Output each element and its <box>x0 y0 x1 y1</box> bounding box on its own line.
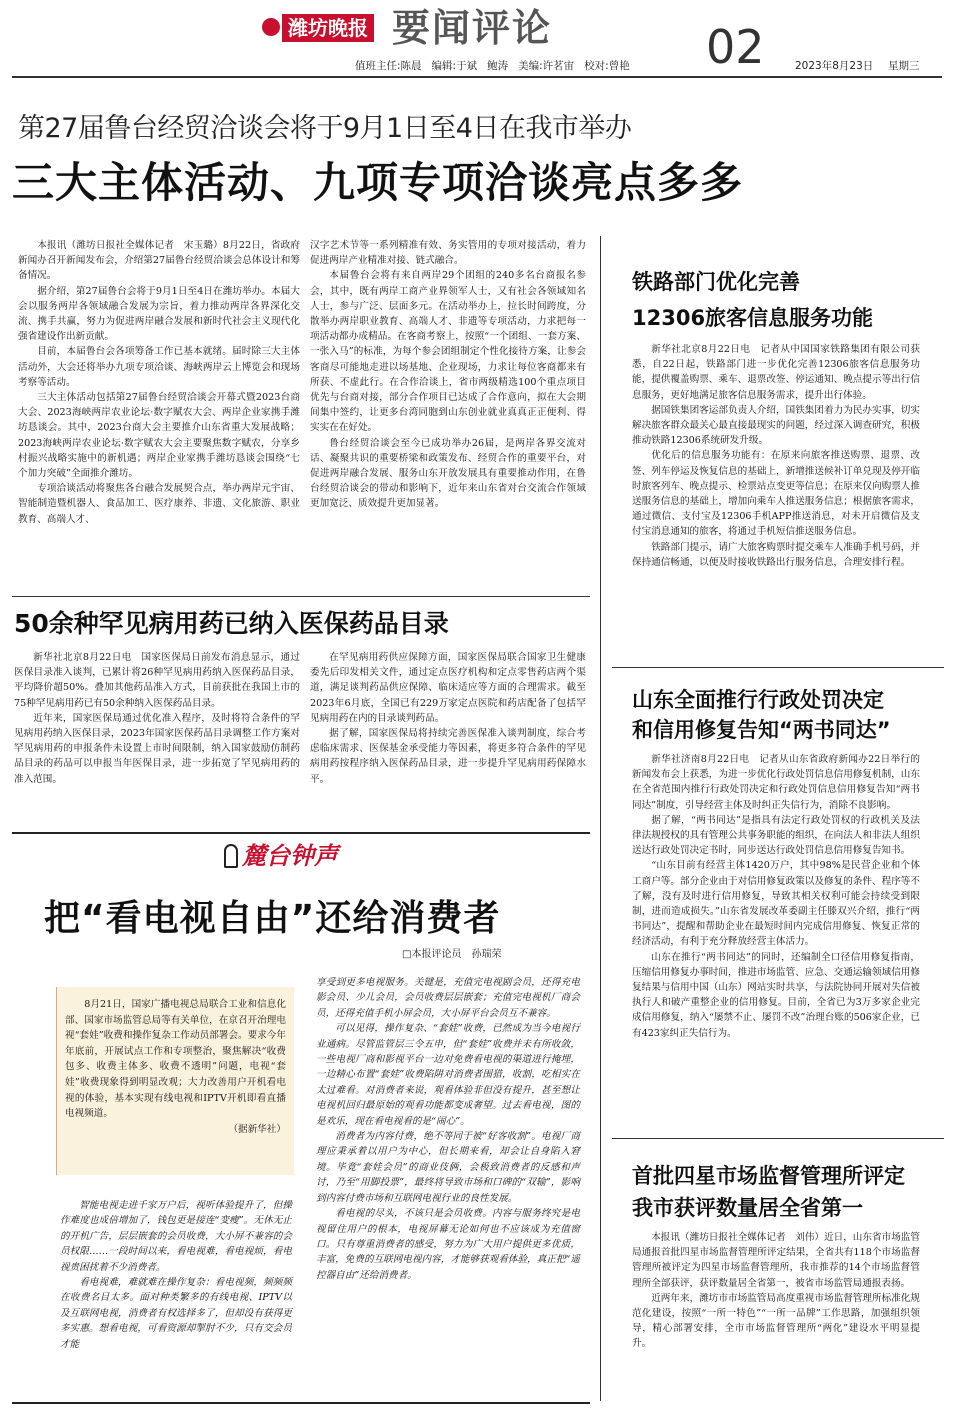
lead-kicker: 第27届鲁台经贸洽谈会将于9月1日至4日在我市举办 <box>18 113 632 144</box>
penalty-headline-line-1: 山东全面推行行政处罚决定 <box>632 688 884 712</box>
paragraph: 享受到更多电视服务。关键是，充值完电视剧会员，还得充电影会员、少儿会员，会员收费层层嵌套；充值完电视机厂商会员，还得充值手机小屏会员，大小屏平台会员互不兼容。 <box>316 977 580 1019</box>
column-badge <box>210 840 390 874</box>
paragraph: 消费者为内容付费，绝不等同于被“好客收割”。电视厂商理应秉承着以用户为中心，但长期来看，却会让自身陷入窘境。毕竟“套娃会员”的商业伎俩，会极致消费者的反感和声讨，乃至“用脚投票”，最终将导致市场和口碑的“双输”，影响到内容付费市场和互联网电视行业的良性发展。 <box>316 1131 580 1204</box>
paragraph: 铁路部门提示，请广大旅客购票时提交乘车人准确手机号码，并保持通信畅通，以便及时接收铁路出行服务信息，合理安排行程。 <box>632 541 920 568</box>
market-body <box>632 1230 920 1352</box>
penalty-headline-line-2: 和信用修复告知“两书同达” <box>632 718 891 742</box>
market-headline-line-2: 我市获评数量居全省第一 <box>632 1196 863 1220</box>
paragraph: 新华社北京8月22日电 记者从中国国家铁路集团有限公司获悉，自22日起，铁路部门进一步优化完善12306旅客信息服务功能，提供覆盖购票、乘车、退票改签、停运通知、晚点提示等出行信息服务，更好地满足旅客信息服务需求，提升出行体验。 <box>632 344 920 401</box>
page-number: 02 <box>706 20 765 74</box>
logo: 潍坊晚报 <box>282 14 374 42</box>
paragraph: 据国铁集团客运部负责人介绍，国铁集团着力为民办实事，切实解决旅客群众最关心最直接最现实的问题，经过深入调查研究，积极推动铁路12306系统研发升级。 <box>632 404 920 447</box>
paragraph: 鲁台经贸洽谈会至今已成功举办26届，是两岸各界交流对话、凝聚共识的重要桥梁和政策发布、经贸合作的重要平台，对促进两岸融合发展、服务山东开放发展具有重要推动作用，在鲁台经贸洽谈会的带动和影响下，近年来山东省对台交流合作领域更加宽泛、质效提升更加显著。 <box>310 437 586 510</box>
frame-rule-top <box>12 832 590 834</box>
paragraph: 目前，本届鲁台会各项筹备工作已基本就绪。届时除三大主体活动外，大会还将举办九项专项洽谈、海峡两岸云上博览会和现场考察等活动。 <box>18 346 300 388</box>
paragraph: 三大主体活动包括第27届鲁台经贸洽谈会开幕式暨2023台商大会、2023海峡两岸农业论坛·数字赋农大会、两岸企业家携手潍坊恳谈会。其中，2023台商大会主要推介山东省重大发展战略；2023海峡两岸农业论坛·数字赋农大会主要聚焦数字赋农，分享乡村振兴战略实施中的新机遇；两岸企业家携手潍坊恳谈会围绕“七个加力突破”全面推介潍坊。 <box>18 392 300 480</box>
paragraph: 汉字艺术节等一系列精准有效、务实管用的专项对接活动，着力促进两岸产业精准对接、链式融合。 <box>310 240 586 267</box>
penalty-body <box>632 752 920 1041</box>
paragraph: 智能电视走进千家万户后，视听体验提升了，但操作难度也成倍增加了，钱包更是接连“变瘦”。无休无止的开机广告，层层嵌套的会员收费，大小屏不兼容的会员权限……一段时间以来，看电视难，看电视烦，看电视贵困扰着不少消费者。 <box>60 1200 292 1273</box>
section-divider <box>12 596 590 597</box>
drugs-column-2 <box>310 650 586 787</box>
paragraph: “山东目前有经营主体1420万户，其中98%是民营企业和个体工商户等。部分企业由于对信用修复政策以及修复的条件、程序等不了解，没有及时进行信用修复，导致其相关权利可能会持续受到限制，进而造成损失。”山东省发展改革委副主任滕双兴介绍，推行“两书同达”，提醒和帮助企业在最短时间内完成信用修复、恢复正常的经济活动，有利于充分释放经营主体活力。 <box>632 860 920 948</box>
paragraph: 山东在推行“两书同达”的同时，还编制全口径信用修复指南，压缩信用修复办事时间，推进市场监管、应急、交通运输领域信用修复结果与信用中国（山东）网站实时共享，与法院协同开展对失信被执行人和破产重整企业的信用修复。目前，全省已为3万多家企业完成信用修复，纳入“屡禁不止、屡罚不改”治理台账的506家企业，已有423家纠正失信行为。 <box>632 951 920 1039</box>
railway-headline-line-1: 铁路部门优化完善 <box>632 270 800 294</box>
lead-column-1 <box>18 238 300 527</box>
issue-weekday: 星期三 <box>888 60 920 72</box>
paragraph: 看电视难，难就难在操作复杂：看电视频，频频频在收费名目太多。面对种类繁多的有线电视、IPTV以及互联网电视，消费者有权选择多了，但却没有获得更多实惠。想看电视，可看资源却掣肘不少，只有交会员才能 <box>60 1277 292 1350</box>
issue-date: 2023年8月23日 <box>795 60 874 72</box>
paragraph: 本报讯（潍坊日报社全媒体记者 刘伟）近日，山东省市场监管局通报首批四星市场监督管理所评定结果，全省共有118个市场监督管理所被评定为四星市场监督管理所，我市推荐的14个市场监督管理所全部获评，获评数量居全省第一，被省市场监管局通报表扬。 <box>632 1232 920 1289</box>
section-divider <box>612 1138 944 1139</box>
paragraph: 近两年来，潍坊市市场监管局高度重视市场监督管理所标准化规范化建设，按照“一所一特色”“一所一品牌”工作思路，加强组织领导，精心部署安排，全市市场监督管理所“两化”建设水平明显提升。 <box>632 1292 920 1350</box>
column-badge-label: 麓台钟声 <box>242 841 338 870</box>
frame-rule-bottom <box>12 1402 590 1404</box>
masthead-rule <box>12 76 942 78</box>
column-divider <box>600 236 601 1401</box>
paragraph: 近年来，国家医保局通过优化准入程序，及时将符合条件的罕见病用药纳入医保目录，2023年国家医保药品目录调整工作方案对罕见病用药的申报条件未设置上市时间限制，纳入国家鼓励仿制药品目录的药品可以申报当年医保目录，进一步拓宽了罕见病用药的准入范围。 <box>14 712 300 785</box>
railway-headline-line-2: 12306旅客信息服务功能 <box>632 306 874 330</box>
column-summary-box <box>56 987 294 1175</box>
column-summary: 8月21日，国家广播电视总局联合工业和信息化部、国家市场监管总局等有关单位，在京召开治理电视“套娃”收费和操作复杂工作动员部署会。要求今年年底前，开展试点工作和专项整治，聚焦解决“收费包多、收费主体多、收费不透明”问题，电视“套娃”收费现象得到明显改观；大力改善用户开机看电视的体验，基本实现有线电视和IPTV开机即看直播电视频道。 <box>65 999 286 1120</box>
column-summary-source: （据新华社） <box>228 1123 286 1135</box>
railway-body <box>632 342 920 570</box>
drugs-column-1 <box>14 650 300 787</box>
column-byline: □本报评论员 孙瑞荣 <box>402 949 502 960</box>
paragraph: 看电视的尽头，不该只是会员收费。内容与服务终究是电视留住用户的根本，电视屏幕无论如何也不应该成为充值窗口。只有尊重消费者的感受，努力为广大用户提供更多优质，丰富，免费的互联网电视内容，才能够获观看体验，真正把“遥控器自由”还给消费者。 <box>316 1208 580 1281</box>
paragraph: 本届鲁台会将有来自两岸29个团组的240多名台商报名参会，其中，既有两岸工商产业界领军人士，又有社会各领域知名人士，参与广泛、层面多元。在活动举办上，拉长时间跨度，分散举办两岸职业教育、高端人才、非遗等专项活动，力求把每一项活动都办成精品。在客商考察上，按照“一个团组、一套方案、一张入马”的标准，为每个参会团组制定个性化接待方案，让参会客商尽可能地走进以场基地、企业现场，力求让每位客商都来有所获、不虚此行。在合作洽谈上，省市两级精选100个重点项目优先与台商对接，部分合作项目已达成了合作意向，拟在大会期间集中签约，让更多台湾同胞到山东创业就业真真正正便利、得实实在在好处。 <box>310 270 586 434</box>
paragraph: 优化后的信息服务功能有：在原来向旅客推送购票、退票、改签、列车停运及恢复信息的基础上，新增推送候补订单兑现及停开临时旅客列车、晚点提示、检票站点变更等信息；在原来仅向购票人推送服务信息的基础上，增加向乘车人推送服务信息；根据旅客需求，通过微信、支付宝及12306手机APP推送消息，对未开启微信及支付宝消息通知的旅客，将通过手机短信推送服务信息。 <box>632 450 920 538</box>
masthead <box>0 0 955 80</box>
logo-icon <box>262 18 280 36</box>
paragraph: 新华社济南8月22日电 记者从山东省政府新闻办22日举行的新闻发布会上获悉，为进一步优化行政处罚信息信用修复机制，山东在全省范围内推行行政处罚决定和行政处罚信息信用修复告知“两书同达”制度，引导经营主体及时纠正失信行为，消除不良影响。 <box>632 754 920 811</box>
paragraph: 可以见得，操作复杂、“套娃”收费，已然成为当今电视行业通病。尽管监管层三令五申，但“套娃”收费并未有所收敛，一些电视厂商和影视平台一边对免费看电视的渠道进行掩埋，一边精心布置“套娃”收费陷阱对消费者围猎，收割，吃相实在太过难看。对消费者来说，观看体验非但没有提升，甚至想让电视机回归最原始的观看功能都变成奢望。过去看电视，图的是欢乐，现在看电视看的是“闹心”。 <box>316 1023 580 1127</box>
editors-line: 值班主任:陈晨 编辑:于斌 鲍涛 美编:许茗宙 校对:曾艳 <box>355 60 630 72</box>
column-body-1 <box>60 1198 292 1352</box>
drugs-headline: 50余种罕见病用药已纳入医保药品目录 <box>14 609 449 638</box>
bell-icon <box>224 844 238 868</box>
market-headline-line-1: 首批四星市场监督管理所评定 <box>632 1164 905 1188</box>
paragraph: 新华社北京8月22日电 国家医保局日前发布消息显示，通过医保目录准入谈判，已累计将26种罕见病用药纳入医保药品目录，平均降价超50%。叠加其他药品准入方式，目前获批在我国上市的75种罕见病用药已有50余种纳入医保药品目录。 <box>14 652 300 709</box>
section-divider <box>612 667 944 668</box>
section-title: 要闻评论 <box>392 5 553 50</box>
paragraph: 在罕见病用药供应保障方面，国家医保局联合国家卫生健康委先后印发相关文件，通过定点医疗机构和定点零售药店两个渠道，满足谈判药品供应保障、临床适应等方面的合理需求。截至2023年6月底，全国已有229万家定点医院和药店配备了包括罕见病用药在内的目录谈判药品。 <box>310 652 586 724</box>
paragraph: 专项洽谈活动将聚焦各台融合发展契合点，举办两岸元宇宙、智能制造暨机器人、食品加工、医疗康养、非遗、文化旅游、职业教育、高端人才、 <box>18 483 300 525</box>
lead-column-2 <box>310 238 586 512</box>
paragraph: 据了解，“两书同达”是指具有法定行政处罚权的行政机关及法律法规授权的具有管理公共事务职能的组织，在向法人和非法人组织送达行政处罚决定书时，同步送达行政处罚信息信用修复告知书。 <box>632 814 920 857</box>
lead-headline: 三大主体活动、九项专项洽谈亮点多多 <box>12 158 744 207</box>
paragraph: 据介绍，第27届鲁台会将于9月1日至4日在潍坊举办。本届大会以服务两岸各领域融合发展为宗旨，着力推动两岸各界深化交流、携手共赢，努力为促进两岸融合发展和新时代社会主义现代化强省建设作出新贡献。 <box>18 285 300 343</box>
column-headline: 把“看电视自由”还给消费者 <box>44 898 501 939</box>
paragraph: 据了解，国家医保局将持续完善医保准入谈判制度，综合考虑临床需求、医保基金承受能力等因素，将更多符合条件的罕见病用药按程序纳入医保药品目录，进一步提升罕见病用药保障水平。 <box>310 728 586 785</box>
column-body-2 <box>316 975 580 1283</box>
paragraph: 本报讯（潍坊日报社全媒体记者 宋玉璐）8月22日，省政府新闻办召开新闻发布会，介绍第27届鲁台经贸洽谈会总体设计和筹备情况。 <box>18 240 300 282</box>
